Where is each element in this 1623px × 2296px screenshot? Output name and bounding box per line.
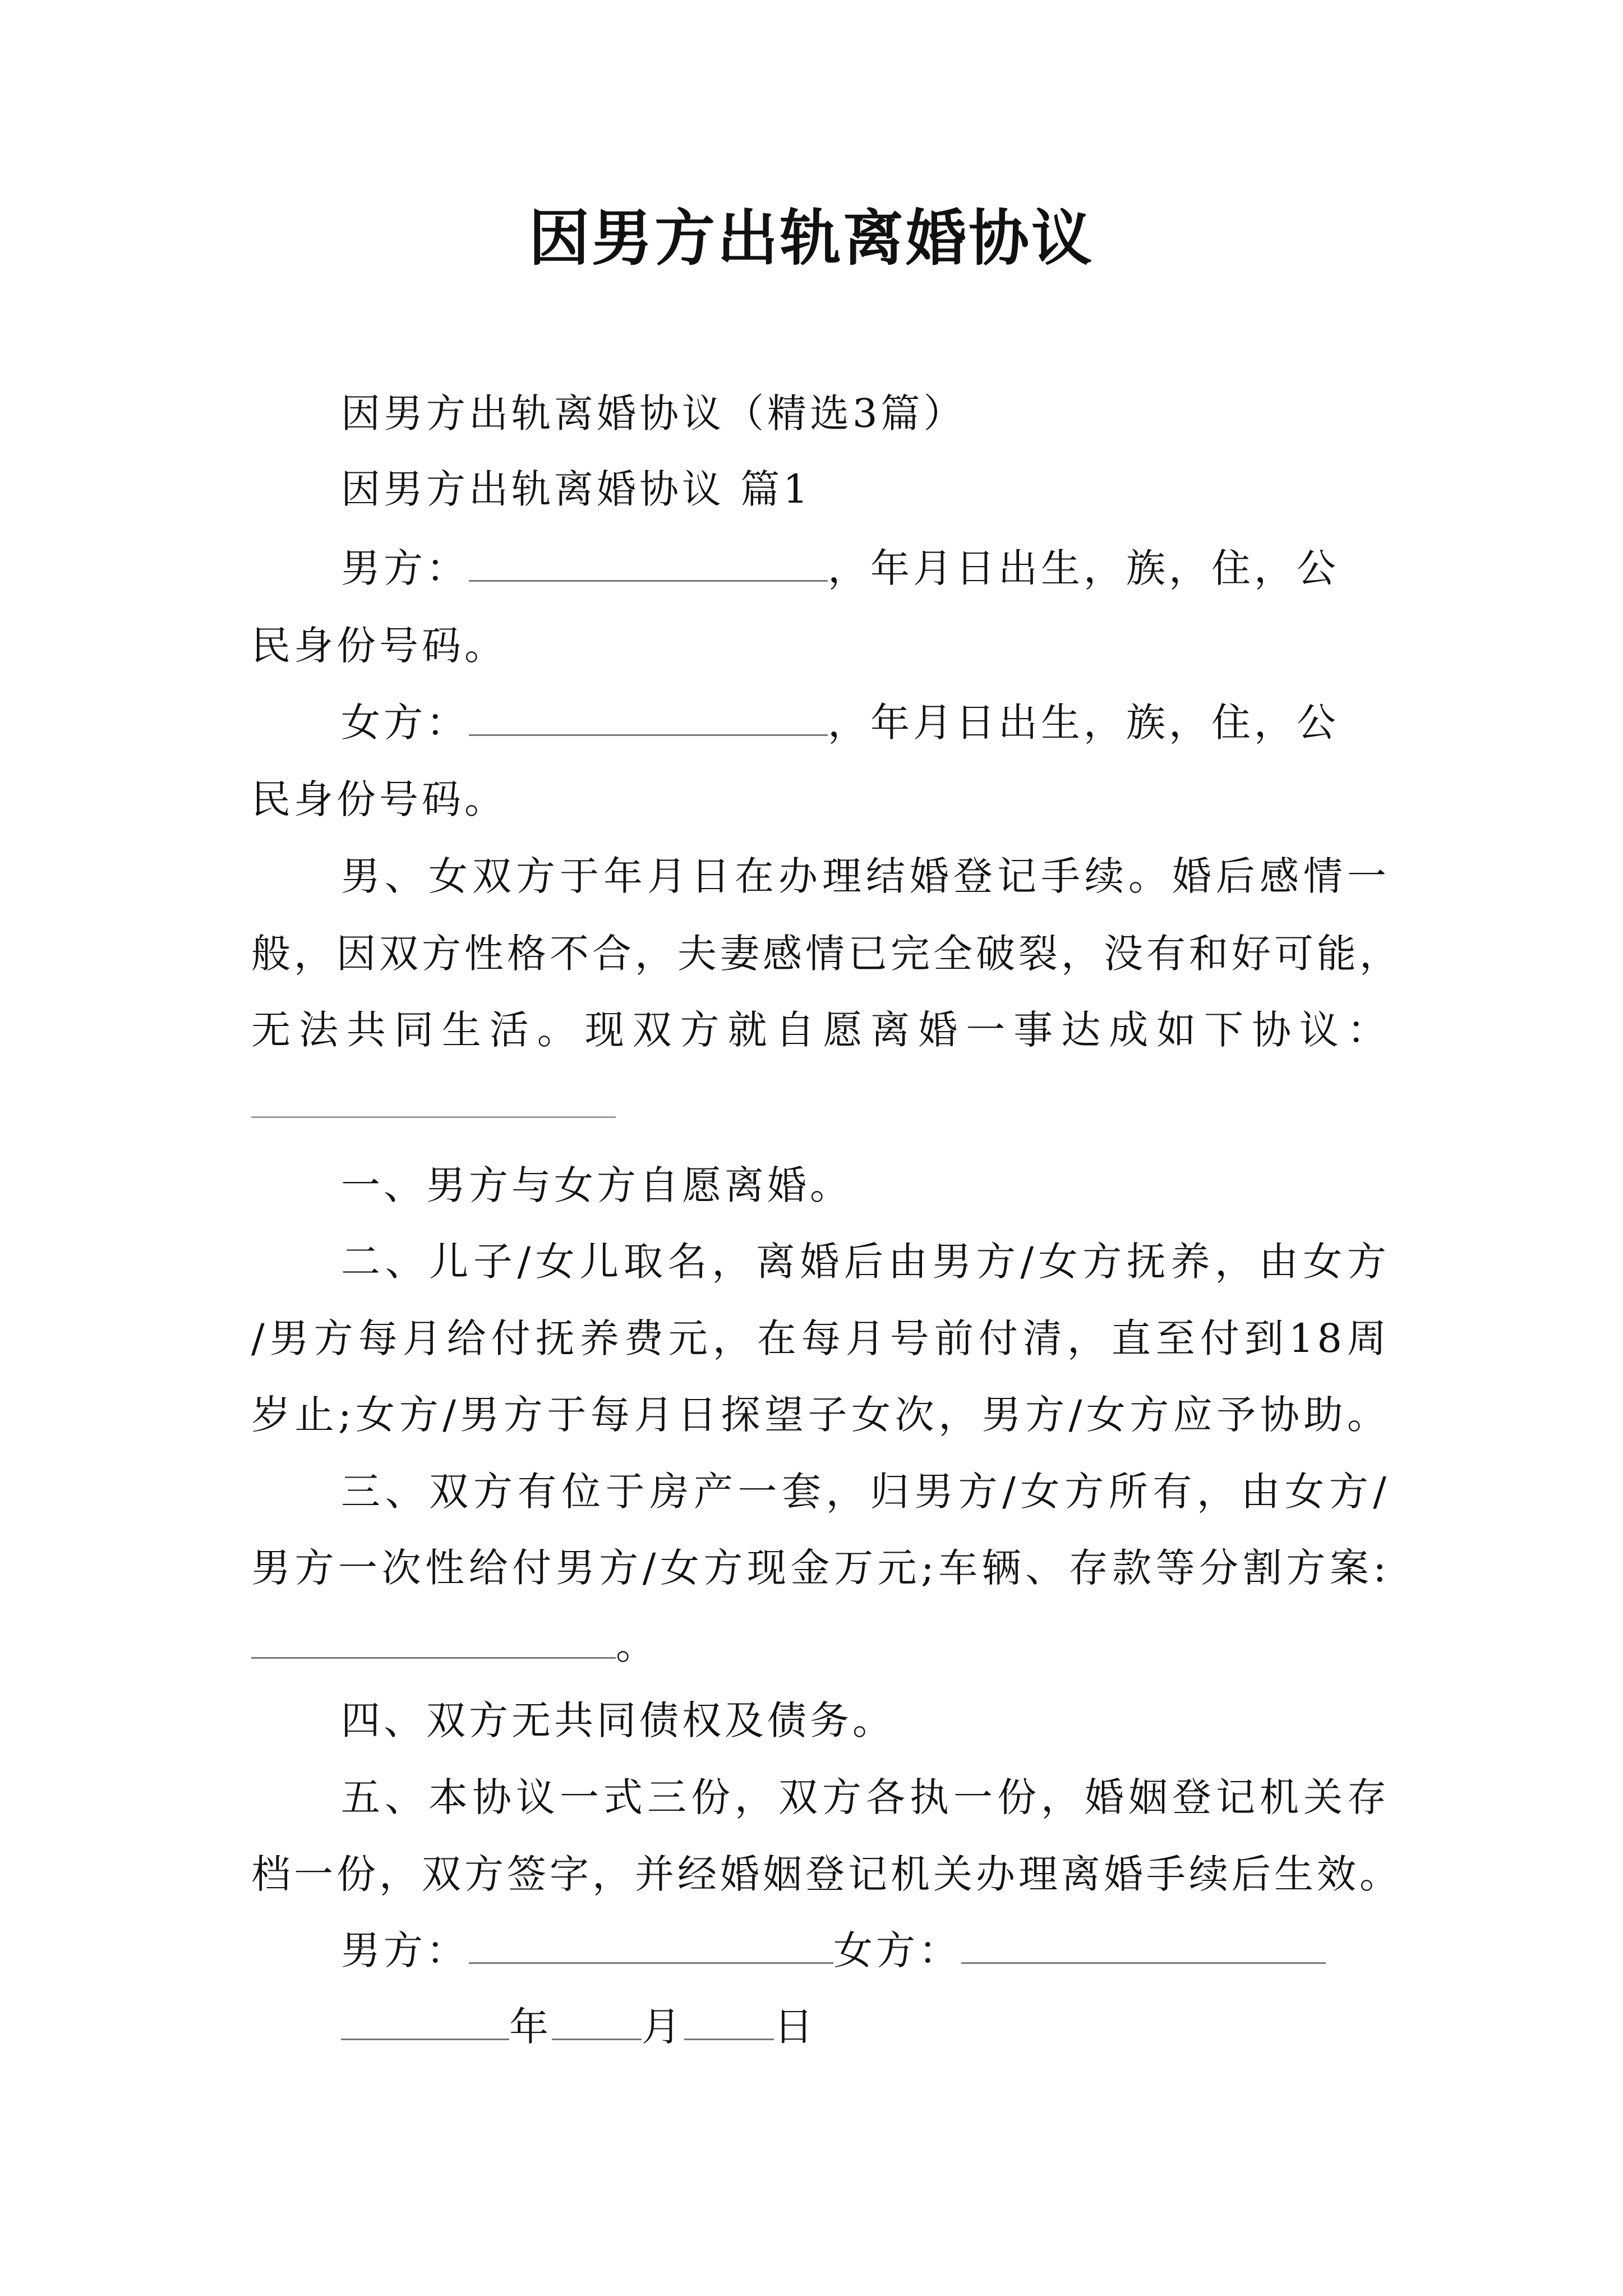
clause-3-line: 三、双方有位于房产一套，归男方/女方所有，由女方/: [341, 1469, 1390, 1515]
clause-3-line: 男方一次性给付男方/女方现金万元;车辆、存款等分割方案:: [251, 1545, 1390, 1591]
husband-name-blank: [469, 541, 828, 582]
intro-paragraph-line: 无法共同生活。现双方就自愿离婚一事达成如下协议：: [251, 1007, 1390, 1053]
clause-1: 一、男方与女方自愿离婚。: [341, 1162, 852, 1208]
clause-3-end: 。: [616, 1622, 658, 1668]
wife-label: 女方：: [341, 700, 469, 746]
intro-paragraph-line: 般，因双方性格不合，夫妻感情已完全破裂，没有和好可能，: [251, 931, 1402, 977]
husband-label: 男方：: [341, 545, 469, 591]
month-blank: [552, 1999, 642, 2040]
year-label: 年: [509, 2004, 552, 2050]
document-title: 因男方出轨离婚协议: [528, 203, 1094, 274]
wife-signature-label: 女方：: [833, 1927, 961, 1973]
husband-info-text: ，年月日出生，族，住，公: [828, 545, 1339, 591]
clause-5-line: 档一份，双方签字，并经婚姻登记机关办理离婚手续后生效。: [251, 1851, 1402, 1897]
signature-line: [251, 1920, 1390, 1981]
wife-info-continuation: 民身份号码。: [251, 776, 507, 822]
clause-2-line: /男方每月给付抚养费元，在每月号前付清，直至付到18周: [251, 1315, 1390, 1361]
clause-2-line: 二、儿子/女儿取名，离婚后由男方/女方抚养，由女方: [341, 1239, 1390, 1285]
clause-4: 四、双方无共同债权及债务。: [341, 1697, 895, 1743]
month-label: 月: [642, 2004, 684, 2050]
date-line: [251, 1996, 1390, 2058]
intro-paragraph-line: 男、女双方于年月日在办理结婚登记手续。婚后感情一: [341, 853, 1390, 899]
day-blank: [684, 1999, 774, 2040]
section-heading: 因男方出轨离婚协议 篇1: [341, 466, 811, 512]
division-plan-blank: [251, 1618, 616, 1659]
wife-info-line: [251, 692, 1390, 753]
clause-5-line: 五、本协议一式三份，双方各执一份，婚姻登记机关存: [341, 1774, 1390, 1820]
wife-info-text: ，年月日出生，族，住，公: [828, 700, 1339, 746]
day-label: 日: [774, 2004, 817, 2050]
husband-signature-blank: [469, 1923, 833, 1964]
husband-info-line: [251, 537, 1390, 599]
document-subtitle: 因男方出轨离婚协议（精选3篇）: [341, 390, 966, 436]
wife-signature-blank: [961, 1923, 1326, 1964]
husband-signature-label: 男方：: [341, 1927, 469, 1973]
husband-info-continuation: 民身份号码。: [251, 623, 507, 669]
clause-3-end-line: [251, 1614, 1390, 1676]
clause-2-line: 岁止;女方/男方于每月日探望子女次，男方/女方应予协助。: [251, 1392, 1390, 1438]
wife-name-blank: [469, 695, 828, 736]
year-blank: [341, 1999, 509, 2040]
blank-rule: [251, 1116, 616, 1118]
